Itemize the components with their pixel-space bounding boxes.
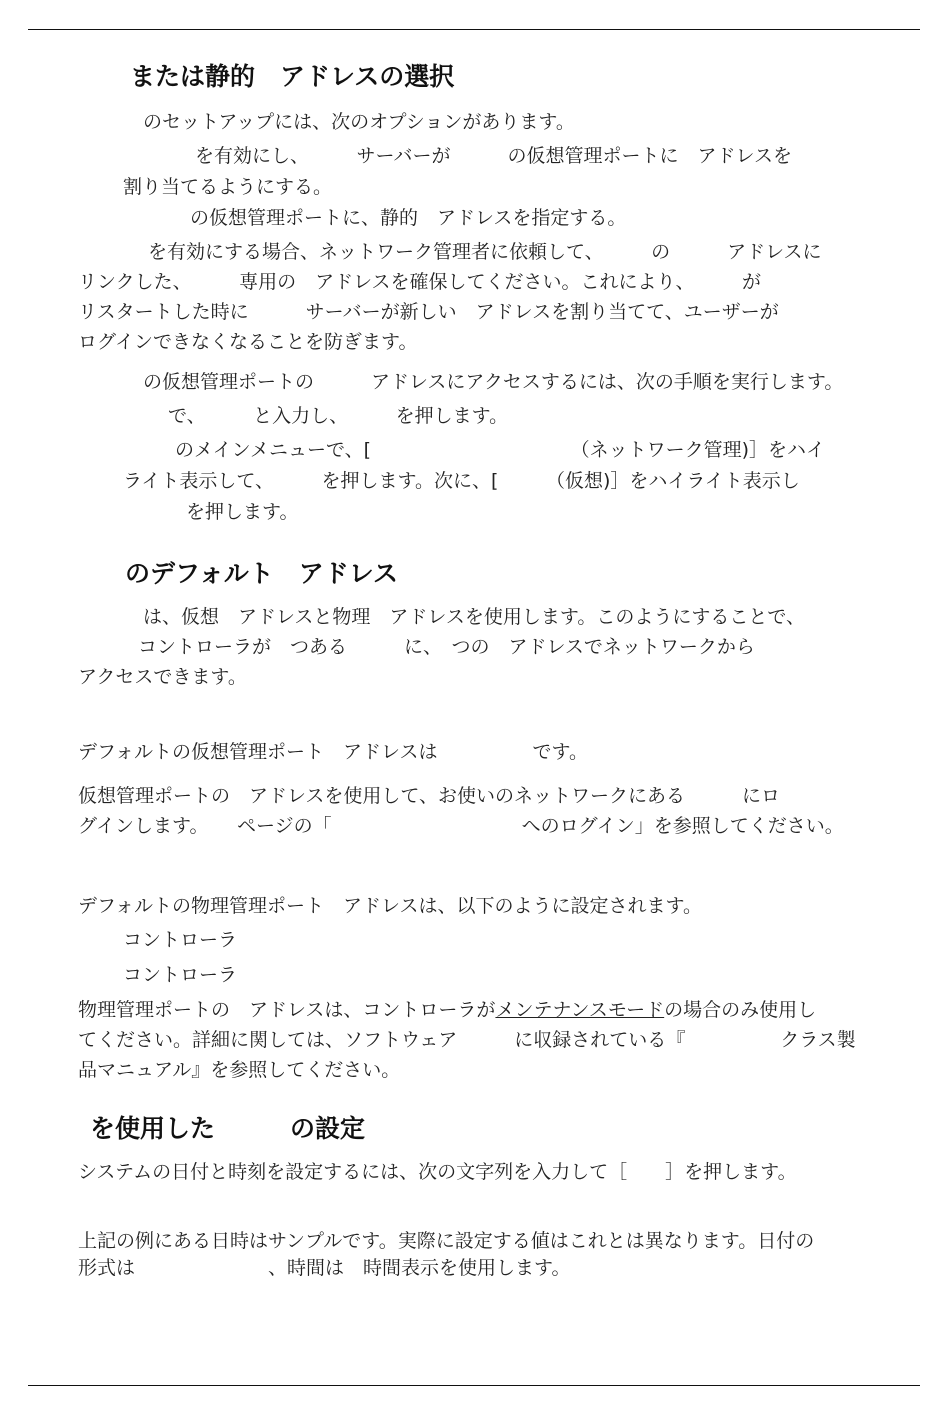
body-line: てください。詳細に関しては、ソフトウェア に収録されている『 クラス製: [78, 1029, 856, 1051]
section-heading: を使用した の設定: [90, 1114, 366, 1143]
body-line: コントローラが つある に、 つの アドレスでネットワークから: [138, 636, 755, 658]
body-line: リスタートした時に サーバーが新しい アドレスを割り当てて、ユーザーが: [78, 301, 779, 323]
text-segment: 物理管理ポートの アドレスは、コントローラが: [78, 999, 496, 1021]
step-line: で、 と入力し、 を押します。: [168, 405, 509, 427]
list-item-line: コントローラ: [123, 964, 238, 986]
body-line: 仮想管理ポートの アドレスを使用して、お使いのネットワークにある にロ: [78, 785, 781, 807]
list-item-line: を有効にし、 サーバーが の仮想管理ポートに アドレスを: [195, 145, 792, 167]
body-line: の仮想管理ポートの アドレスにアクセスするには、次の手順を実行します。: [143, 371, 844, 393]
list-item-line: コントローラ: [123, 929, 238, 951]
section-heading: のデフォルト アドレス: [125, 559, 399, 588]
body-line: は、仮想 アドレスと物理 アドレスを使用します。このようにすることで、: [143, 606, 805, 628]
body-line: ログインできなくなることを防ぎます。: [78, 331, 418, 353]
list-item-line: の仮想管理ポートに、静的 アドレスを指定する。: [190, 207, 627, 229]
body-line: 上記の例にある日時はサンプルです。実際に設定する値はこれとは異なります。日付の: [78, 1230, 815, 1252]
body-line: 形式は 、時間は 時間表示を使用します。: [78, 1257, 571, 1279]
body-line: を有効にする場合、ネットワーク管理者に依頼して、 の アドレスに: [148, 241, 822, 263]
step-line: を押します。: [186, 501, 299, 523]
body-line: グインします。 ページの「 へのログイン」を参照してください。: [78, 815, 844, 837]
body-line: デフォルトの物理管理ポート アドレスは、以下のように設定されます。: [78, 895, 702, 917]
step-line: のメインメニューで、[ （ネットワーク管理)］をハイ: [175, 439, 825, 461]
body-line: デフォルトの仮想管理ポート アドレスは です。: [78, 741, 588, 763]
step-line: ライト表示して、 を押します。次に、[ （仮想)］をハイライト表示し: [123, 470, 800, 492]
section-heading: または静的 アドレスの選択: [130, 62, 455, 91]
footer-rule: [28, 1385, 920, 1386]
header-rule: [28, 29, 920, 30]
body-line: のセットアップには、次のオプションがあります。: [143, 111, 575, 133]
maintenance-mode-link[interactable]: メンテナンスモード: [495, 999, 665, 1021]
text-segment: の場合のみ使用し: [664, 999, 817, 1021]
body-line: [78, 999, 816, 1021]
body-line: システムの日付と時刻を設定するには、次の文字列を入力して［ ］を押します。: [78, 1161, 797, 1183]
body-line: リンクした、 専用の アドレスを確保してください。これにより、 が: [78, 271, 762, 293]
list-item-line: 割り当てるようにする。: [123, 176, 333, 198]
body-line: 品マニュアル』を参照してください。: [78, 1059, 401, 1081]
body-line: アクセスできます。: [78, 666, 247, 688]
